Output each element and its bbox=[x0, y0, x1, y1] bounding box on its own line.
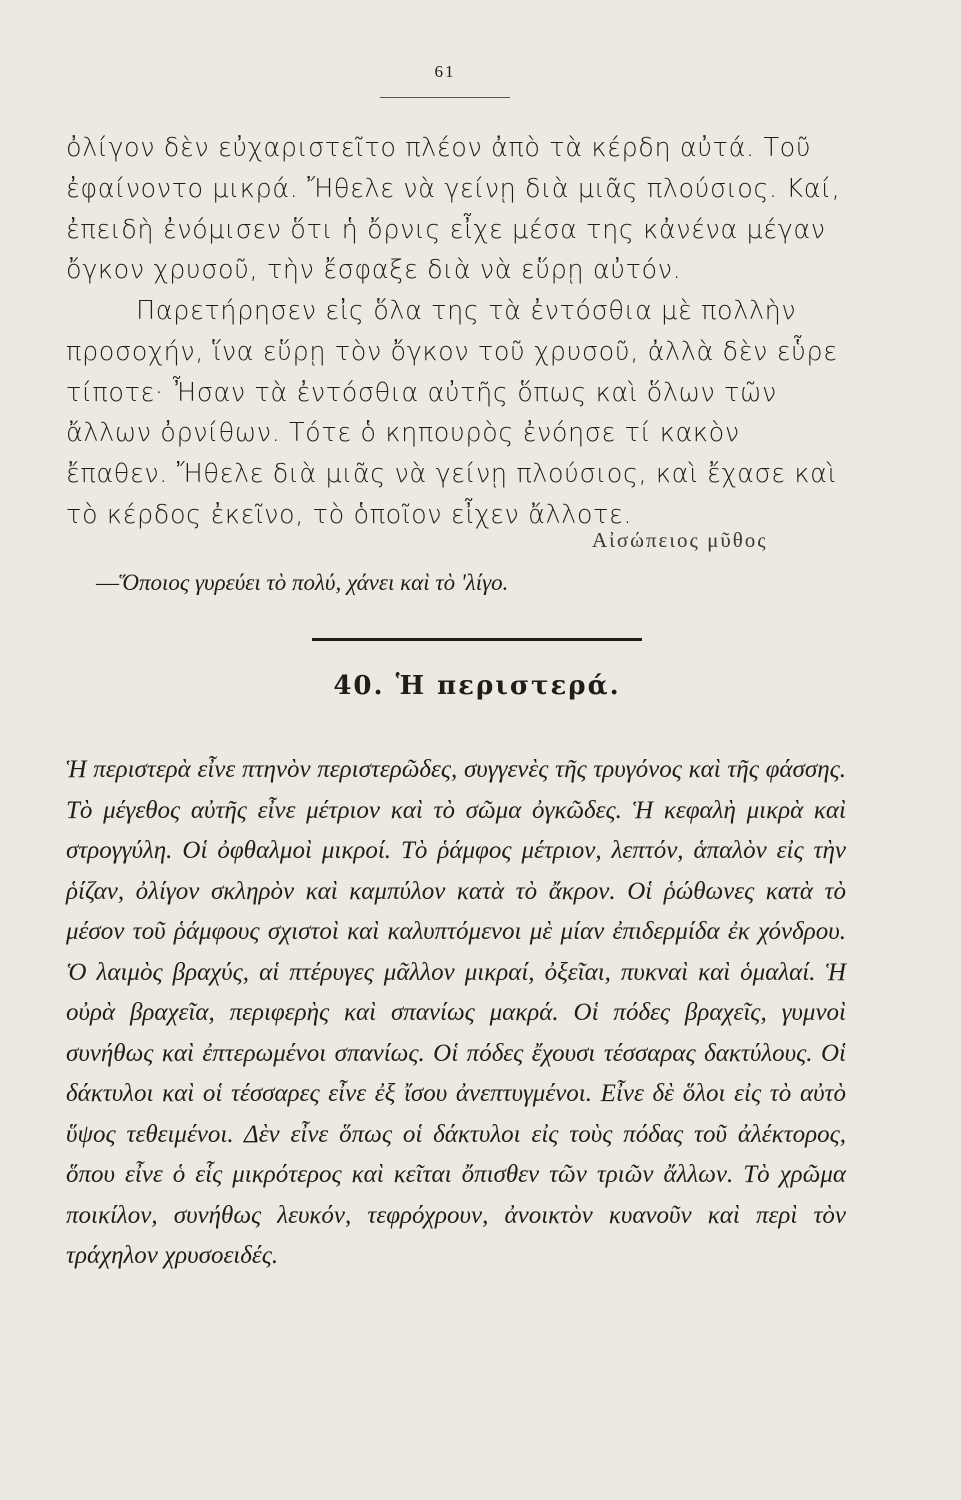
section-paragraph: Ἡ περιστερὰ εἶνε πτηνὸν περιστερῶδες, συγγενὲς τῆς τρυγόνος καὶ τῆς φάσσης. Τὸ μέγεθος αὐτῆς εἶνε μέτριον καὶ τὸ σῶμα ὀγκῶδες. Ἡ κεφαλὴ μικρὰ καὶ στρογγύλη. Οἱ ὀφθαλμοὶ μικροί. Τὸ ῥάμφος μέτριον, λεπτόν, ἁπαλὸν εἰς τὴν ῥίζαν, ὀλίγον σκληρὸν καὶ καμπύλον κατὰ τὸ ἄκρον. Οἱ ῥώθωνες κατὰ τὸ μέσον τοῦ ῥάμφους σχιστοὶ καὶ καλυπτόμενοι μὲ μίαν ἐπιδερμίδα ἐκ χόνδρου. Ὁ λαιμὸς βραχύς, αἱ πτέρυγες μᾶλλον μικραί, ὀξεῖαι, πυκναὶ καὶ ὁμαλαί. Ἡ οὐρὰ βραχεῖα, περιφερὴς καὶ σπανίως μακρά. Οἱ πόδες βραχεῖς, γυμνοὶ συνήθως καὶ ἐπτερωμένοι σπανίως. Οἱ πόδες ἔχουσι τέσσαρας δακτύλους. Οἱ δάκτυλοι καὶ οἱ τέσσαρες εἶνε ἐξ ἴσου ἀνεπτυγμένοι. Εἶνε δὲ ὅλοι εἰς τὸ αὐτὸ ὕψος τεθειμένοι. Δὲν εἶνε ὅπως οἱ δάκτυλοι εἰς τοὺς πόδας τοῦ ἀλέκτορος, ὅπου εἶνε ὁ εἷς μικρότερος καὶ κεῖται ὄπισθεν τῶν τριῶν ἄλλων. Τὸ χρῶμα ποικίλον, συνήθως λευκόν, τεφρόχρουν, ἀνοικτὸν κυανοῦν καὶ περὶ τὸν τράχηλον χρυσοειδές. bbox=[66, 756, 846, 1269]
fable-attribution: Αἰσώπειος μῦθος bbox=[592, 528, 768, 552]
fable-moral bbox=[96, 570, 508, 596]
moral-text: Ὅποιος γυρεύει τὸ πολύ, χάνει καὶ τὸ 'λίγο. bbox=[119, 570, 509, 595]
fable-paragraph-2: Παρετήρησεν εἰς ὅλα της τὰ ἐντόσθια μὲ πολλὴν προσοχήν, ἵνα εὕρῃ τὸν ὄγκον τοῦ χρυσοῦ, ἀλλὰ δὲν εὗρε τίποτε· Ἦσαν τὰ ἐντόσθια αὐτῆς ὅπως καὶ ὅλων τῶν ἄλλων ὀρνίθων. Τότε ὁ κηπουρὸς ἐνόησε τί κακὸν ἔπαθεν. Ἤθελε διὰ μιᾶς νὰ γείνῃ πλούσιος, καὶ ἔχασε καὶ τὸ κέρδος ἐκεῖνο, τὸ ὁποῖον εἶχεν ἄλλοτε. bbox=[66, 296, 838, 530]
moral-dash: — bbox=[96, 570, 119, 595]
page-number: 61 bbox=[434, 62, 456, 81]
page-number-rule bbox=[380, 97, 510, 98]
section-heading: 40. Ἡ περιστερά. bbox=[333, 671, 621, 701]
section-divider bbox=[312, 638, 642, 641]
fable-paragraph-1: ὀλίγον δὲν εὐχαριστεῖτο πλέον ἀπὸ τὰ κέρδη αὐτά. Τοῦ ἐφαίνοντο μικρά. Ἤθελε νὰ γείνῃ διὰ μιᾶς πλούσιος. Καί, ἐπειδὴ ἐνόμισεν ὅτι ἡ ὄρνις εἶχε μέσα της κἀνένα μέγαν ὄγκον χρυσοῦ, τὴν ἔσφαξε διὰ νὰ εὕρῃ αὐτόν. bbox=[66, 133, 841, 286]
